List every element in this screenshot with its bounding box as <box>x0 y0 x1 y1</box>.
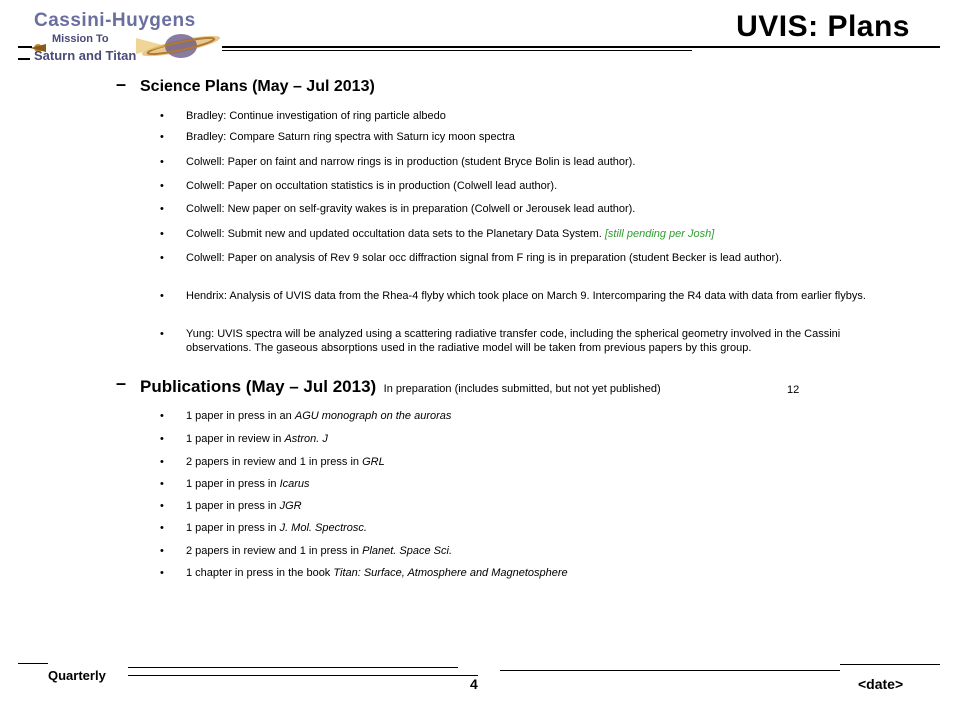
footer-rule-mid-2 <box>128 675 478 676</box>
science-heading: Science Plans (May – Jul 2013) <box>140 78 375 95</box>
list-item: • 1 paper in press in J. Mol. Spectrosc. <box>160 522 367 534</box>
list-item: • Bradley: Compare Saturn ring spectra with Saturn icy moon spectra <box>160 131 515 143</box>
list-item: • 2 papers in review and 1 in press in Planet. Space Sci. <box>160 545 452 557</box>
list-item: • Colwell: New paper on self-gravity wakes is in preparation (Colwell or Jerousek lead author). <box>160 203 636 215</box>
header-rule <box>222 46 940 48</box>
list-item: • 1 paper in press in Icarus <box>160 478 310 490</box>
list-item: • 1 paper in review in Astron. J <box>160 433 328 445</box>
cassini-huygens-logo <box>16 8 226 76</box>
pending-note: [still pending per Josh] <box>604 228 715 240</box>
footer-rule-mid <box>128 667 458 668</box>
publications-heading-row <box>140 377 661 397</box>
list-item: • 1 paper in press in an AGU monograph on the auroras <box>160 410 452 422</box>
publications-count: 12 <box>787 384 800 396</box>
list-item: • 1 chapter in press in the book Titan: Surface, Atmosphere and Magnetosphere <box>160 567 568 579</box>
page-title: UVIS: Plans <box>736 10 910 43</box>
list-item: • Colwell: Paper on analysis of Rev 9 solar occ diffraction signal from F ring is in preparation (student Becker is lead author). <box>160 252 782 264</box>
header-rule-left-2 <box>18 58 30 60</box>
list-item: • 1 paper in press in JGR <box>160 500 302 512</box>
page-number: 4 <box>470 676 478 692</box>
list-item: • Bradley: Continue investigation of ring particle albedo <box>160 110 446 122</box>
footer-date: <date> <box>858 676 904 692</box>
list-item: • Hendrix: Analysis of UVIS data from the Rhea-4 flyby which took place on March 9. Intercomparing the R4 data with data from earlier flybys. <box>160 290 866 302</box>
header-rule-left <box>18 46 32 48</box>
section-dash: – <box>116 373 127 393</box>
footer-rule-far-right <box>840 664 940 665</box>
publications-note: In preparation (includes submitted, but not yet published) <box>383 383 661 395</box>
logo-line-3: Saturn and Titan <box>34 48 137 63</box>
footer-quarterly: Quarterly <box>48 668 106 683</box>
section-dash: – <box>116 74 127 94</box>
header-rule-thin <box>222 50 692 51</box>
list-item: • Yung: UVIS spectra will be analyzed using a scattering radiative transfer code, including the spherical geometry involved in the Cassini observations. The gaseous absorptions used in the radiative model will be taken from previous papers by this group. <box>160 328 841 354</box>
logo-line-1: Cassini-Huygens <box>34 10 196 31</box>
list-item: • Colwell: Submit new and updated occultation data sets to the Planetary Data System. [still pending per Josh] <box>160 228 715 240</box>
list-item: • Colwell: Paper on occultation statistics is in production (Colwell lead author). <box>160 180 558 192</box>
footer-rule-right <box>500 670 840 671</box>
list-item: • Colwell: Paper on faint and narrow rings is in production (student Bryce Bolin is lead author). <box>160 156 636 168</box>
logo-line-2: Mission To <box>52 33 109 45</box>
publications-heading: Publications (May – Jul 2013) <box>140 377 377 396</box>
list-item: • 2 papers in review and 1 in press in GRL <box>160 456 385 468</box>
footer-rule-left <box>18 663 48 664</box>
